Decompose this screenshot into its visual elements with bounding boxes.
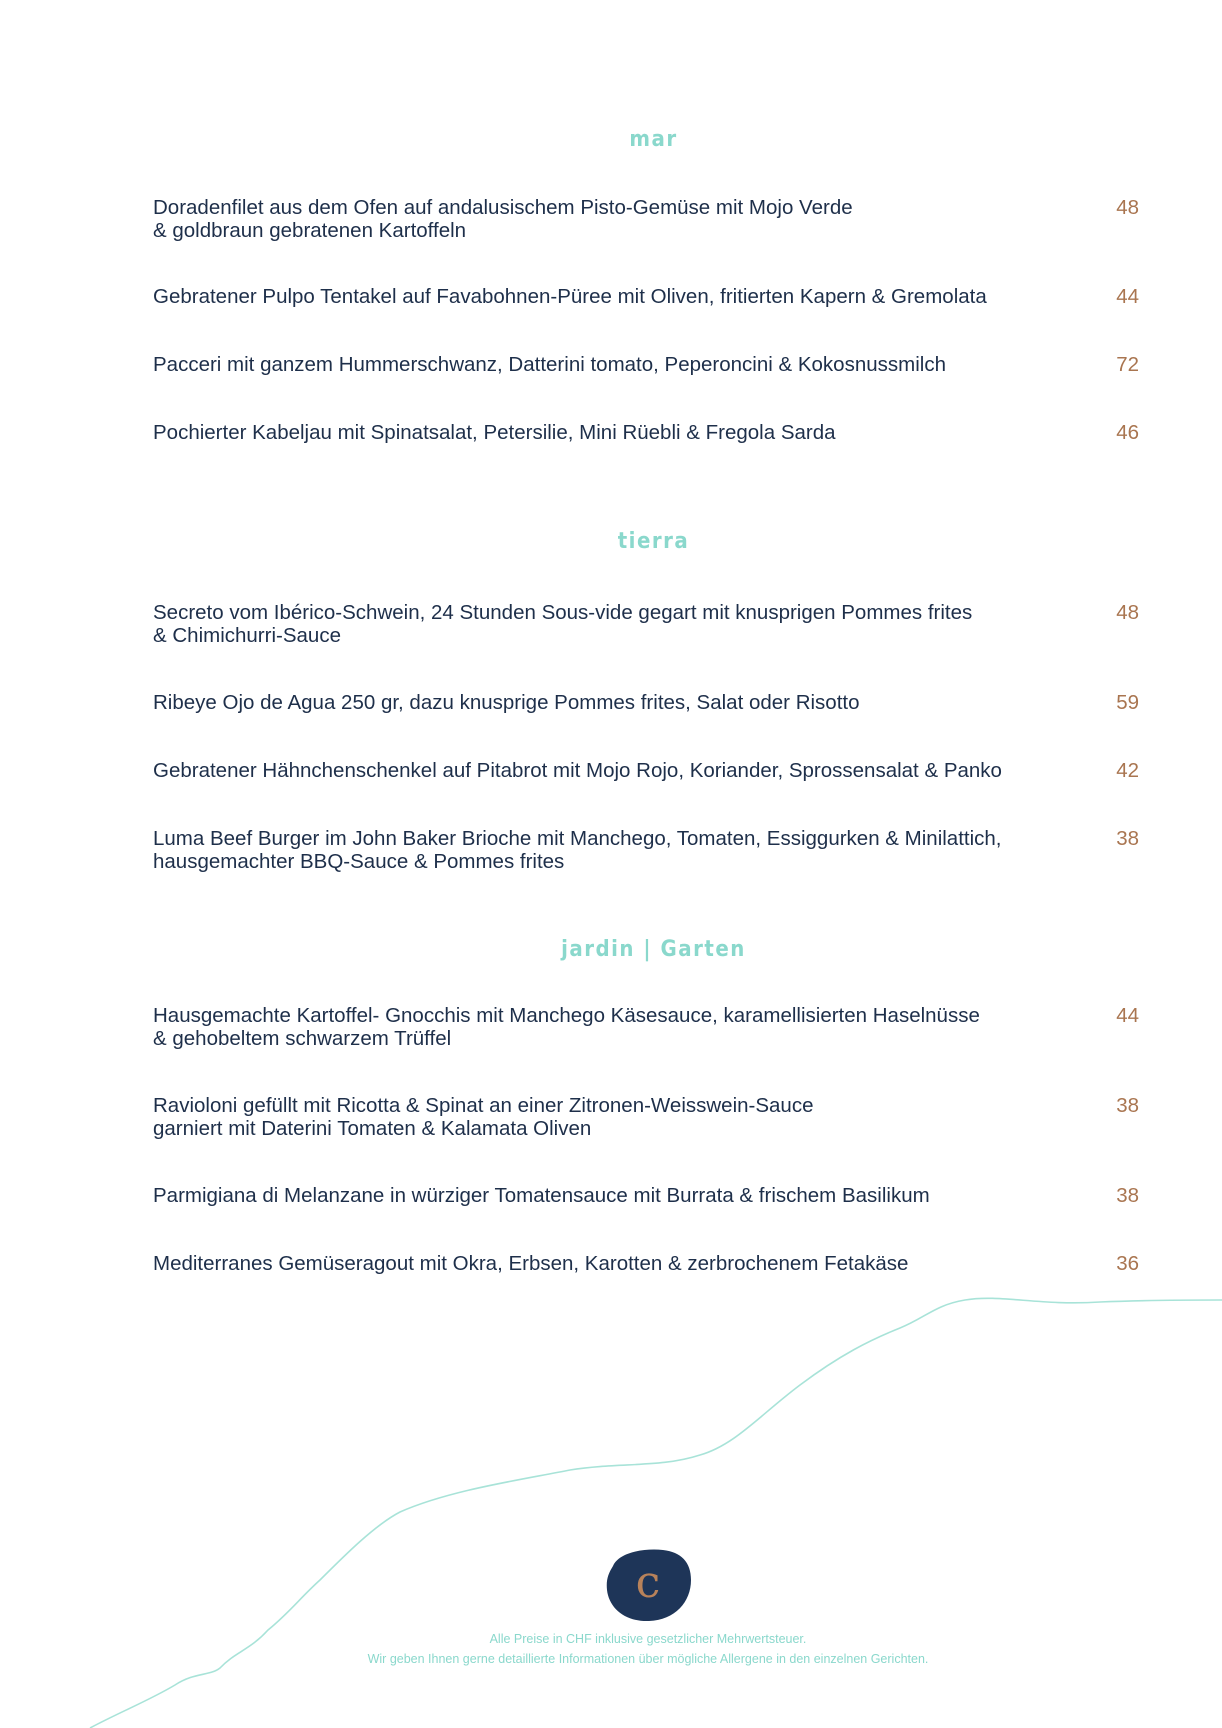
menu-item-description: Mediterranes Gemüseragout mit Okra, Erbsen, Karotten & zerbrochenem Fetakäse (153, 1252, 909, 1275)
menu-item-price: 38 (1116, 827, 1139, 850)
menu-item-description: Gebratener Pulpo Tentakel auf Favabohnen-Püree mit Oliven, fritierten Kapern & Gremolata (153, 285, 987, 308)
menu-item-price: 48 (1116, 601, 1139, 624)
menu-item-description: Parmigiana di Melanzane in würziger Tomatensauce mit Burrata & frischem Basilikum (153, 1184, 930, 1207)
menu-item-price: 38 (1116, 1184, 1139, 1207)
section-title-jardin: jardin | Garten (561, 937, 746, 962)
menu-item-description: Ribeye Ojo de Agua 250 gr, dazu knusprige Pommes frites, Salat oder Risotto (153, 691, 860, 714)
menu-item-price: 46 (1116, 421, 1139, 444)
logo-letter: c (635, 1557, 661, 1608)
footer-allergen-note: Wir geben Ihnen gerne detaillierte Informationen über mögliche Allergene in den einzelnen Gerichten. (367, 1652, 929, 1666)
menu-item-price: 42 (1116, 759, 1139, 782)
menu-item-price: 48 (1116, 196, 1139, 219)
footer-vat-note: Alle Preise in CHF inklusive gesetzlicher Mehrwertsteuer. (489, 1632, 807, 1646)
menu-item-description: Hausgemachte Kartoffel- Gnocchis mit Manchego Käsesauce, karamellisierten Haselnüsse & gehobeltem schwarzem Trüffel (153, 1004, 980, 1050)
menu-item-description: Pochierter Kabeljau mit Spinatsalat, Petersilie, Mini Rüebli & Fregola Sarda (153, 421, 836, 444)
menu-item-description: Luma Beef Burger im John Baker Brioche mit Manchego, Tomaten, Essiggurken & Minilattich, hausgemachter BBQ-Sauce & Pommes frites (153, 827, 1002, 873)
menu-item-price: 38 (1116, 1094, 1139, 1117)
menu-item-price: 59 (1116, 691, 1139, 714)
menu-item-description: Pacceri mit ganzem Hummerschwanz, Datterini tomato, Peperoncini & Kokosnussmilch (153, 353, 946, 376)
menu-item-description: Gebratener Hähnchenschenkel auf Pitabrot mit Mojo Rojo, Koriander, Sprossensalat & Panko (153, 759, 1002, 782)
menu-item-description: Ravioloni gefüllt mit Ricotta & Spinat an einer Zitronen-Weisswein-Sauce garniert mit Daterini Tomaten & Kalamata Oliven (153, 1094, 814, 1140)
menu-item-price: 44 (1116, 1004, 1139, 1027)
menu-item-price: 72 (1116, 353, 1139, 376)
section-title-mar: mar (629, 127, 678, 152)
menu-item-description: Secreto vom Ibérico-Schwein, 24 Stunden Sous-vide gegart mit knusprigen Pommes frites & Chimichurri-Sauce (153, 601, 973, 647)
menu-item-description: Doradenfilet aus dem Ofen auf andalusischem Pisto-Gemüse mit Mojo Verde & goldbraun gebratenen Kartoffeln (153, 196, 853, 242)
menu-item-price: 44 (1116, 285, 1139, 308)
section-title-tierra: tierra (617, 529, 690, 554)
restaurant-logo (605, 1548, 691, 1622)
menu-item-price: 36 (1116, 1252, 1139, 1275)
